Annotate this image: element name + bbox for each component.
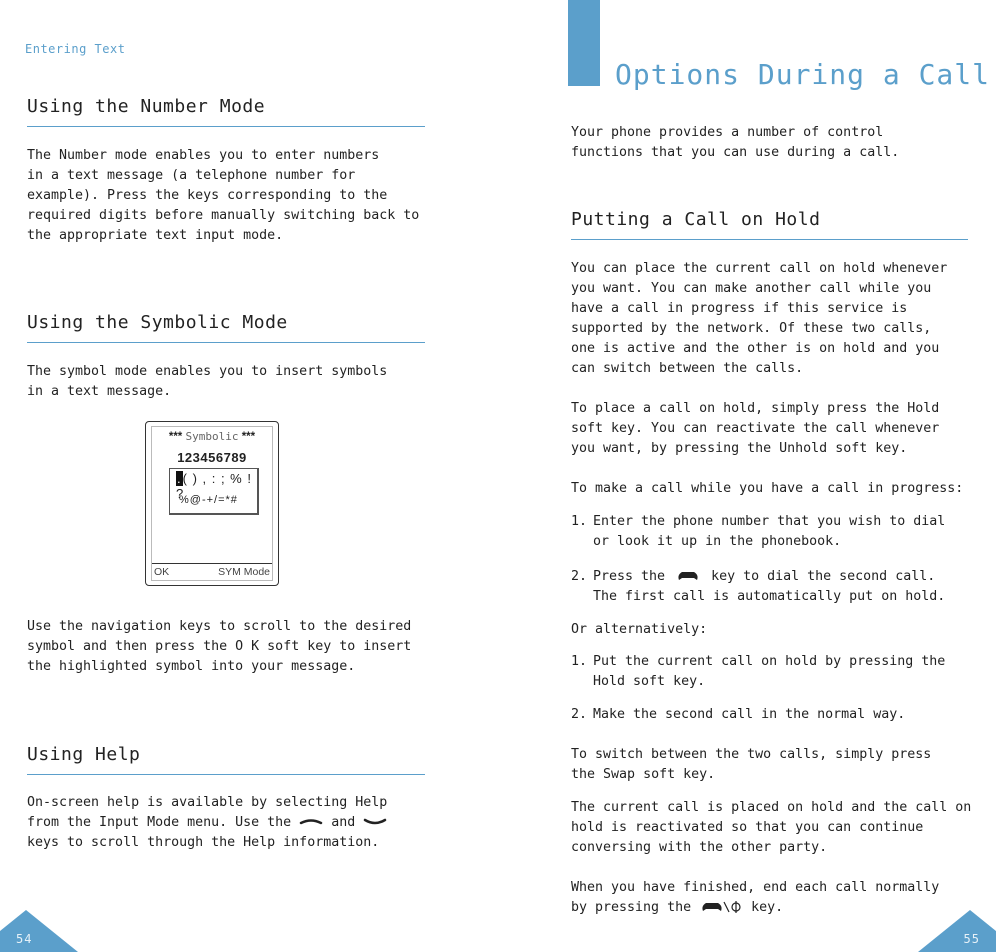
hold-key-label: Hold [907,401,940,416]
symbol-row-1-rest: ( ) , : ; % ! ? [176,471,252,501]
para-line: To switch between the two calls, simply press [571,747,932,762]
help-key-label: Help [355,795,388,810]
instruction-line [27,637,447,657]
symbolic-mode-body: The symbol mode enables you to insert symbols in a text message. [27,364,388,399]
step-2 [571,567,981,607]
symbol-row-2: %@-+/=*# [179,494,238,506]
text-span: key to dial the second call. [703,569,936,584]
page-number-left: 54 [16,932,33,946]
text-span: symbol and then press the [27,639,236,654]
title-stars-right: *** [241,431,256,443]
help-heading: Using Help [27,744,141,765]
help-line [27,813,447,833]
text-span: Press the [593,569,674,584]
step-number: 2. [571,569,588,584]
heading-rule [27,774,425,775]
step-number: 2. [571,707,588,722]
symbolic-mode-instructions [27,617,447,677]
symbol-grid [169,468,259,515]
text-span: To place a call on hold, simply press the [571,401,908,416]
unhold-key-label: Unhold [779,441,828,456]
send-key-icon [673,569,703,583]
step-text: Enter the phone number that you wish to dial or look it up in the phonebook. [593,514,946,549]
phone-screen-figure [145,421,279,586]
step-number: 1. [571,514,588,529]
heading-rule [27,126,425,127]
step-number: 1. [571,654,588,669]
page-number-right: 55 [963,932,980,946]
alt-step-1 [571,652,981,692]
screen-title [152,430,272,443]
number-mode-heading: Using the Number Mode [27,96,266,117]
step-text: Put the current call on hold by pressing the [593,654,946,669]
heading-rule [27,342,425,343]
hold-para-1: You can place the current call on hold whenever you want. You can make another call while you have a call in progress if this service is supported by the network. Of these two calls, one is active and the other is on hold and you can switch between the calls. [571,261,948,376]
para-line [571,765,981,785]
para-line [571,399,981,419]
step-1 [571,512,981,552]
instruction-line: the highlighted symbol into your message. [27,659,356,674]
running-header: Entering Text [25,42,126,56]
help-line: keys to scroll through the Help information. [27,835,380,850]
symbolic-mode-heading: Using the Symbolic Mode [27,312,288,333]
intro-text: Your phone provides a number of control functions that you can use during a call. [571,125,900,160]
step-text [593,567,981,587]
text-span: soft key. [827,441,908,456]
para-line [571,439,981,459]
text-span: soft key to insert [259,639,412,654]
text-span: from the Input Mode menu. Use the [27,815,300,830]
chapter-tab [568,0,600,86]
text-span: by pressing the [571,900,700,915]
text-span: soft key. [625,674,706,689]
text-span: the [571,767,604,782]
text-span: On-screen help is available by selecting [27,795,356,810]
soft-key-left: OK [154,566,170,578]
page-corner-right [918,910,996,952]
chapter-title: Options During a Call [615,58,991,91]
swap-key-label: Swap [603,767,636,782]
text-span: and [323,815,364,830]
step-text: Make the second call in the normal way. [593,707,906,722]
phone-display [151,426,273,581]
screen-digits: 123456789 [177,450,247,465]
text-span: key. [743,900,784,915]
end-key-icon [699,900,743,914]
help-line [27,793,447,813]
text-span: you want, by pressing the [571,441,780,456]
step-text: The first call is automatically put on hold. [593,589,946,604]
screen-title-label: Symbolic [185,430,239,443]
hold-para-2 [571,399,981,459]
page-corner-left [0,910,78,952]
reactivated-text: The current call is placed on hold and the call on hold is reactivated so that you can continue conversing with the other party. [571,800,972,855]
soft-key-right: SYM Mode [218,566,270,578]
number-mode-body: The Number mode enables you to enter numbers in a text message (a telephone number for example). Press the keys corresponding to the required digits before manually switching back to the appropriate text input mode. [27,148,420,243]
hold-key-label: Hold [593,674,626,689]
ok-key-label: O K [235,639,260,654]
title-stars-left: *** [168,431,183,443]
hold-heading: Putting a Call on Hold [571,209,821,230]
alternatively-label: Or alternatively: [571,622,708,637]
para-line: soft key. You can reactivate the call whenever [571,421,940,436]
left-soft-key-icon [299,817,323,827]
soft-key-bar [152,563,272,580]
step-text [593,672,981,692]
make-call-intro: To make a call while you have a call in progress: [571,481,964,496]
heading-rule [571,239,968,240]
para-line: When you have finished, end each call normally [571,880,940,895]
selected-symbol: . [177,471,182,486]
text-span: soft key. [635,767,716,782]
help-body [27,793,447,853]
alt-step-2 [571,705,981,725]
right-soft-key-icon [363,817,387,827]
instruction-line: Use the navigation keys to scroll to the desired [27,619,412,634]
swap-text [571,745,981,785]
